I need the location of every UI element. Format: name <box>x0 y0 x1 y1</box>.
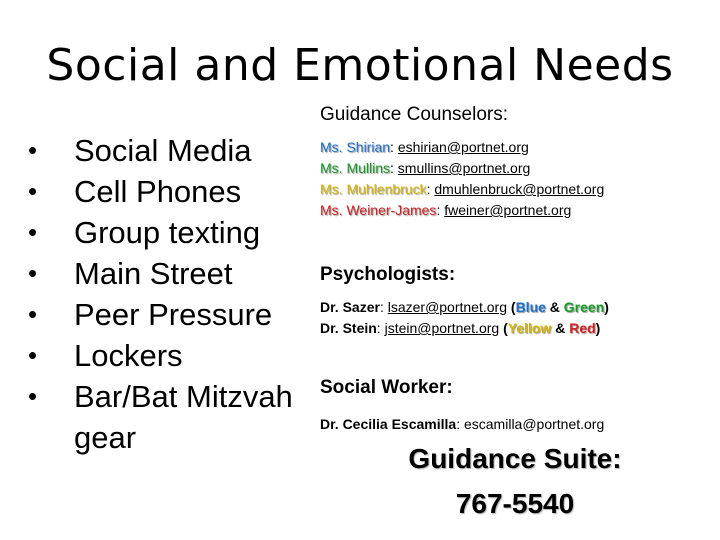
counselors-heading: Guidance Counselors: <box>320 104 508 125</box>
psychologist-row: Dr. Sazer: lsazer@portnet.org (Blue & Green) <box>320 299 609 315</box>
list-item-label: Cell Phones <box>74 174 242 209</box>
list-item-label: Social Media <box>74 133 252 168</box>
bullet-icon: • <box>28 258 38 288</box>
social-worker-row <box>320 414 710 435</box>
counselor-name: Ms. Mullins <box>320 160 391 176</box>
list-item <box>28 212 318 253</box>
suite-label: Guidance Suite: <box>408 443 622 474</box>
list-item-label: Main Street <box>74 256 233 291</box>
email-link[interactable]: dmuhlenbruck@portnet.org <box>434 181 605 197</box>
psychologist-list <box>320 297 710 339</box>
list-item-label: Bar/Bat Mitzvah gear <box>74 379 293 455</box>
list-item-label: Group texting <box>74 215 261 250</box>
social-worker-email[interactable]: escamilla@portnet.org <box>463 416 605 432</box>
bullet-icon: • <box>28 176 38 206</box>
color-label: Green <box>563 299 605 315</box>
social-worker-heading: Social Worker: <box>320 377 453 398</box>
list-item <box>28 171 318 212</box>
color-label: Yellow <box>507 320 552 336</box>
psychologists-section <box>320 264 710 286</box>
color-label: Red <box>569 320 596 336</box>
counselor-list <box>320 137 710 221</box>
bullet-icon: • <box>28 381 38 411</box>
list-item <box>28 253 318 294</box>
topic-list <box>28 130 318 458</box>
counselor-name: Ms. Muhlenbruck <box>320 181 427 197</box>
counselor-row: Ms. Muhlenbruck: dmuhlenbruck@portnet.org <box>320 181 605 197</box>
email-link[interactable]: lsazer@portnet.org <box>387 299 507 315</box>
psychologist-row: Dr. Stein: jstein@portnet.org (Yellow & Red) <box>320 320 601 336</box>
bullet-icon: • <box>28 299 38 329</box>
color-label: Blue <box>515 299 546 315</box>
counselor-row: Ms. Shirian: eshirian@portnet.org <box>320 139 529 155</box>
list-item <box>28 335 318 376</box>
counselor-name: Ms. Weiner-James <box>320 202 437 218</box>
counselor-row: Ms. Mullins: smullins@portnet.org <box>320 160 531 176</box>
social-worker-line: Dr. Cecilia Escamilla: escamilla@portnet.org <box>320 416 605 432</box>
social-worker-name: Dr. Cecilia Escamilla <box>320 416 457 432</box>
email-link[interactable]: fweiner@portnet.org <box>444 202 572 218</box>
list-item <box>28 376 318 458</box>
counselor-row: Ms. Weiner-James: fweiner@portnet.org <box>320 202 572 218</box>
list-item <box>28 130 318 171</box>
psychologist-name: Dr. Stein <box>320 320 377 336</box>
list-item-label: Lockers <box>74 338 183 373</box>
page-title: Social and Emotional Needs <box>46 40 674 91</box>
list-item <box>28 294 318 335</box>
counselor-name: Ms. Shirian <box>320 139 391 155</box>
suite-phone: 767-5540 <box>455 488 575 519</box>
counselors-section <box>320 104 710 126</box>
email-link[interactable]: eshirian@portnet.org <box>397 139 529 155</box>
bullet-icon: • <box>28 217 38 247</box>
list-item-label: Peer Pressure <box>74 297 273 332</box>
psychologist-name: Dr. Sazer <box>320 299 380 315</box>
email-link[interactable]: jstein@portnet.org <box>384 320 500 336</box>
bullet-icon: • <box>28 340 38 370</box>
email-link[interactable]: smullins@portnet.org <box>397 160 531 176</box>
bullet-icon: • <box>28 135 38 165</box>
psychologists-heading: Psychologists: <box>320 264 456 285</box>
social-worker-section <box>320 377 710 399</box>
